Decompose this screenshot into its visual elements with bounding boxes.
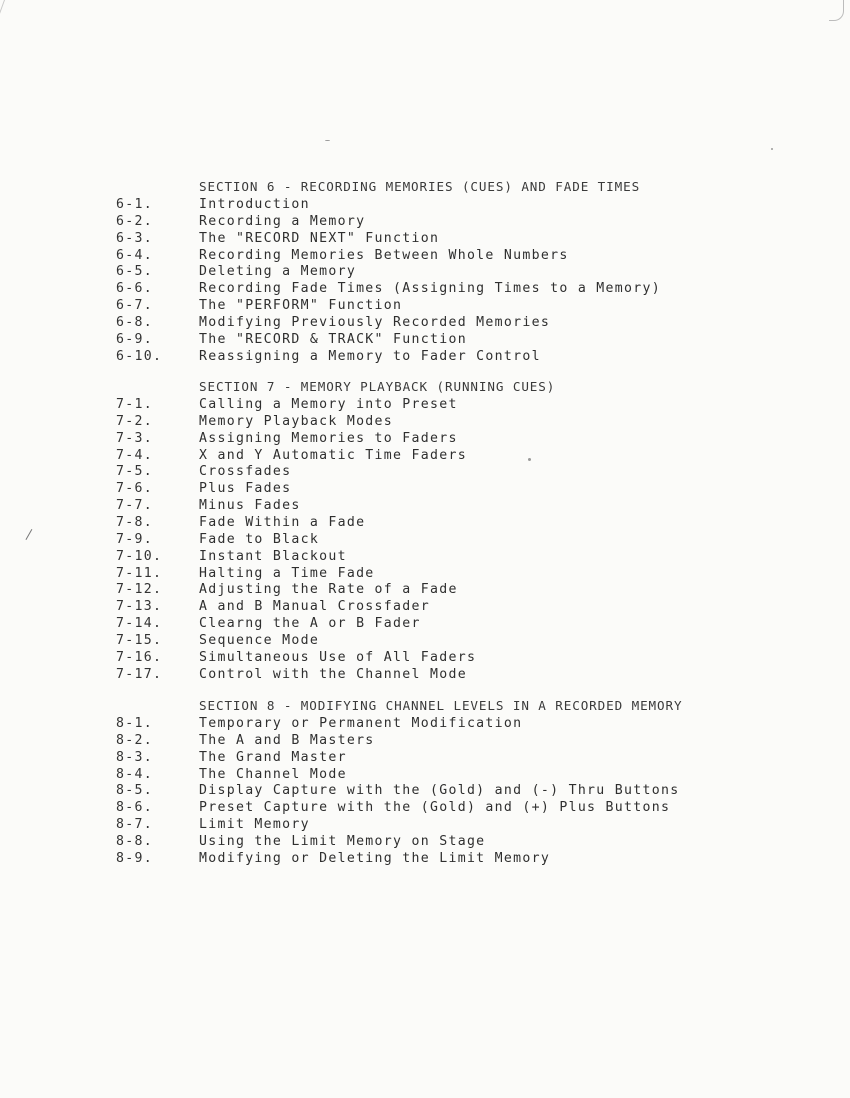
entry-number: 7-2. xyxy=(116,413,153,429)
entry-number: 7-3. xyxy=(116,430,153,446)
toc-entry xyxy=(0,281,850,298)
entry-number: 7-10. xyxy=(116,548,163,564)
toc-entry xyxy=(0,783,850,800)
entry-title: Minus Fades xyxy=(199,498,301,514)
toc-entry xyxy=(0,464,850,481)
entry-title: Crossfades xyxy=(199,464,292,480)
entry-number: 7-15. xyxy=(116,632,163,648)
toc-entry xyxy=(0,549,850,566)
entry-title: Introduction xyxy=(199,197,310,212)
entry-number: 6-10. xyxy=(116,348,163,364)
entry-title: Clearng the A or B Fader xyxy=(199,616,421,632)
entry-number: 8-2. xyxy=(116,732,153,748)
entry-title: Deleting a Memory xyxy=(199,264,357,280)
page-corner-mark xyxy=(0,0,15,22)
entry-number: 6-4. xyxy=(116,247,153,263)
entry-number: 6-3. xyxy=(116,230,153,246)
entry-title: Assigning Memories to Faders xyxy=(199,430,458,446)
entry-number: 7-16. xyxy=(116,649,163,665)
toc-entry xyxy=(0,650,850,667)
entry-number: 8-6. xyxy=(116,800,153,816)
entry-number: 7-7. xyxy=(116,498,153,514)
entry-number: 8-5. xyxy=(116,783,153,799)
entry-title: Display Capture with the (Gold) and (-) Thru Buttons xyxy=(199,783,680,799)
entry-title: Control with the Channel Mode xyxy=(199,666,467,682)
entry-number: 6-8. xyxy=(116,314,153,330)
toc-entry xyxy=(0,800,850,817)
entry-number: 7-9. xyxy=(116,531,153,547)
toc-entry xyxy=(0,349,850,366)
entry-title: Halting a Time Fade xyxy=(199,565,375,581)
toc-entry xyxy=(0,750,850,767)
entry-title: The Channel Mode xyxy=(199,766,347,782)
entry-title: Modifying or Deleting the Limit Memory xyxy=(199,850,551,866)
entry-number: 7-8. xyxy=(116,514,153,530)
entry-number: 7-4. xyxy=(116,447,153,463)
entry-title: The A and B Masters xyxy=(199,732,375,748)
entry-number: 6-5. xyxy=(116,264,153,280)
entry-title: The "RECORD & TRACK" Function xyxy=(199,331,467,347)
toc-entry xyxy=(0,397,850,414)
section-heading: SECTION 7 - MEMORY PLAYBACK (RUNNING CUES) xyxy=(199,379,556,394)
entry-number: 6-1. xyxy=(116,197,153,212)
toc-entry xyxy=(0,599,850,616)
entry-title: Recording Memories Between Whole Numbers xyxy=(199,247,569,263)
scan-speck xyxy=(325,140,330,141)
entry-title: Calling a Memory into Preset xyxy=(199,397,458,412)
entry-number: 7-17. xyxy=(116,666,163,682)
toc-entry xyxy=(0,315,850,332)
entry-title: Recording a Memory xyxy=(199,213,366,229)
toc-entry xyxy=(0,515,850,532)
entry-title: Memory Playback Modes xyxy=(199,413,394,429)
toc-entry xyxy=(0,633,850,650)
entry-title: Sequence Mode xyxy=(199,632,320,648)
toc-entry xyxy=(0,851,850,868)
entry-number: 8-9. xyxy=(116,850,153,866)
entry-number: 8-7. xyxy=(116,817,153,833)
entry-title: Modifying Previously Recorded Memories xyxy=(199,314,551,330)
toc-entry xyxy=(0,298,850,315)
toc-entry xyxy=(0,716,850,733)
entry-title: Instant Blackout xyxy=(199,548,347,564)
entry-number: 6-7. xyxy=(116,298,153,314)
entry-title: Fade to Black xyxy=(199,531,320,547)
entry-number: 7-5. xyxy=(116,464,153,480)
entry-title: Limit Memory xyxy=(199,817,310,833)
entry-number: 8-8. xyxy=(116,833,153,849)
page-corner-curl xyxy=(829,0,844,21)
entry-title: Recording Fade Times (Assigning Times to a Memory) xyxy=(199,281,661,297)
entry-number: 6-9. xyxy=(116,331,153,347)
toc-entry xyxy=(0,231,850,248)
entry-title: The "PERFORM" Function xyxy=(199,298,403,314)
entry-number: 7-14. xyxy=(116,616,163,632)
entry-number: 7-1. xyxy=(116,397,153,412)
entry-title: X and Y Automatic Time Faders xyxy=(199,447,467,463)
entry-title: Adjusting the Rate of a Fade xyxy=(199,582,458,598)
entry-number: 7-6. xyxy=(116,481,153,497)
toc-entry xyxy=(0,566,850,583)
entry-title: Simultaneous Use of All Faders xyxy=(199,649,477,665)
entry-title: Using the Limit Memory on Stage xyxy=(199,833,486,849)
toc-entry xyxy=(0,817,850,834)
scan-speck xyxy=(771,148,773,150)
toc-entry xyxy=(0,264,850,281)
entry-title: A and B Manual Crossfader xyxy=(199,599,430,615)
toc-entry xyxy=(0,448,850,465)
entry-number: 8-3. xyxy=(116,749,153,765)
toc-entry xyxy=(0,733,850,750)
toc-entry xyxy=(0,582,850,599)
toc-entry xyxy=(0,767,850,784)
toc-entry xyxy=(0,498,850,515)
entry-title: Reassigning a Memory to Fader Control xyxy=(199,348,541,364)
entry-title: Plus Fades xyxy=(199,481,292,497)
section-heading: SECTION 6 - RECORDING MEMORIES (CUES) AND FADE TIMES xyxy=(199,179,641,194)
toc-entry xyxy=(0,532,850,549)
toc-entry xyxy=(0,248,850,265)
toc-entry xyxy=(0,197,850,214)
entry-number: 7-11. xyxy=(116,565,163,581)
toc-entry xyxy=(0,332,850,349)
toc-entry xyxy=(0,414,850,431)
toc-entry xyxy=(0,214,850,231)
section-heading: SECTION 8 - MODIFYING CHANNEL LEVELS IN A RECORDED MEMORY xyxy=(199,698,683,713)
toc-entry xyxy=(0,616,850,633)
toc-entry xyxy=(0,834,850,851)
entry-title: The Grand Master xyxy=(199,749,347,765)
toc-entry xyxy=(0,481,850,498)
entry-number: 8-1. xyxy=(116,716,153,731)
entry-number: 6-2. xyxy=(116,213,153,229)
entry-title: The "RECORD NEXT" Function xyxy=(199,230,440,246)
toc-entry xyxy=(0,431,850,448)
entry-number: 7-13. xyxy=(116,599,163,615)
entry-title: Temporary or Permanent Modification xyxy=(199,716,523,731)
entry-number: 6-6. xyxy=(116,281,153,297)
toc-entry xyxy=(0,667,850,684)
entry-title: Fade Within a Fade xyxy=(199,514,366,530)
entry-title: Preset Capture with the (Gold) and (+) Plus Buttons xyxy=(199,800,671,816)
entry-number: 8-4. xyxy=(116,766,153,782)
entry-number: 7-12. xyxy=(116,582,163,598)
